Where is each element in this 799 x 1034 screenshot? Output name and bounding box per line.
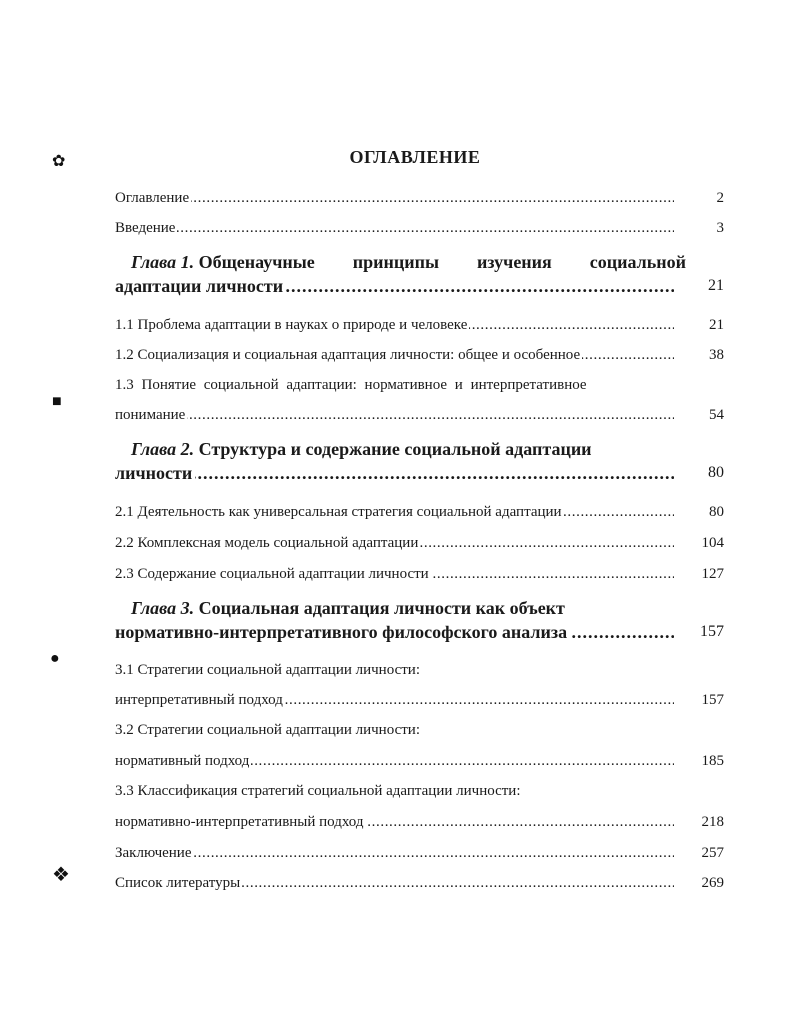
chapter-prefix: Глава 1.	[131, 252, 195, 272]
toc-entry-label: нормативный подход	[115, 753, 250, 769]
toc-entry-label: 1.1 Проблема адаптации в науках о природе и человеке	[115, 317, 468, 333]
chapter-heading-line	[131, 249, 686, 275]
chapter-title-cont: адаптации личности	[115, 273, 286, 299]
toc-entry[interactable]	[115, 843, 724, 863]
toc-entry-label: Оглавление	[115, 190, 190, 206]
chapter-title-cont: личности	[115, 460, 195, 486]
toc-entry[interactable]	[115, 218, 724, 238]
toc-entry-label: 2.3 Содержание социальной адаптации личности	[115, 566, 429, 582]
toc-entry[interactable]	[115, 751, 724, 771]
margin-mark-icon: ✿	[52, 153, 66, 170]
toc-entry[interactable]	[115, 690, 724, 710]
toc-entry[interactable]	[115, 533, 724, 553]
toc-entry[interactable]	[115, 812, 724, 832]
toc-entry-label: интерпретативный подход	[115, 692, 283, 708]
chapter-word: Общенаучные	[198, 252, 315, 272]
toc-entry-label: Введение	[115, 220, 176, 236]
toc-entry-page: 127	[701, 566, 724, 582]
toc-entry-label: нормативно-интерпретативный подход	[115, 814, 364, 830]
toc-entry-label-line1: 3.2 Стратегии социальной адаптации личности:	[115, 722, 420, 738]
chapter-word: изучения	[476, 252, 552, 272]
chapter-title: Структура и содержание социальной адаптации	[198, 439, 592, 459]
toc-entry-label-line1: 3.3 Классификация стратегий социальной адаптации личности:	[115, 783, 521, 799]
toc-entry-label: 2.1 Деятельность как универсальная стратегия социальной адаптации	[115, 504, 562, 520]
toc-entry[interactable]	[115, 345, 724, 365]
chapter-prefix: Глава 2.	[131, 439, 195, 459]
chapter-prefix: Глава 3.	[131, 598, 195, 618]
chapter-page: 157	[700, 623, 724, 640]
toc-entry[interactable]	[115, 873, 724, 893]
toc-entry-label: Список литературы	[115, 875, 241, 891]
toc-entry-page: 38	[709, 347, 724, 363]
toc-entry-label-line1: 3.1 Стратегии социальной адаптации личности:	[115, 662, 420, 678]
toc-entry-page: 218	[701, 814, 724, 830]
toc-entry-page: 2	[716, 190, 724, 206]
toc-entry-page: 3	[716, 220, 724, 236]
margin-mark-icon: ❖	[52, 864, 70, 886]
dot-leader	[115, 843, 674, 863]
toc-entry-label: понимание	[115, 407, 186, 423]
toc-entry-page: 21	[709, 317, 724, 333]
chapter-title: Социальная адаптация личности как объект	[198, 598, 565, 618]
chapter-page: 80	[708, 464, 724, 481]
toc-entry-page: 104	[701, 535, 724, 551]
toc-entry-label: Заключение	[115, 845, 192, 861]
toc-entry-label: 1.2 Социализация и социальная адаптация личности: общее и особенное	[115, 347, 581, 363]
toc-entry-page: 257	[701, 845, 724, 861]
chapter-title-cont: нормативно-интерпретативного философского анализа	[115, 619, 570, 645]
toc-entry-page: 80	[709, 504, 724, 520]
toc-entry[interactable]	[115, 564, 724, 584]
toc-entry[interactable]	[115, 405, 724, 425]
chapter-word: принципы	[352, 252, 440, 272]
toc-entry[interactable]	[115, 502, 724, 522]
dot-leader	[115, 460, 674, 486]
margin-mark-icon: ■	[52, 393, 62, 410]
toc-entry-label-line1: 1.3 Понятие социальной адаптации: нормативное и интерпретативное	[115, 377, 587, 393]
chapter-heading-line	[131, 436, 592, 462]
toc-entry-label: 2.2 Комплексная модель социальной адаптации	[115, 535, 419, 551]
dot-leader	[115, 218, 674, 238]
toc-entry[interactable]	[115, 315, 724, 335]
dot-leader	[115, 405, 674, 425]
toc-entry-page: 185	[701, 753, 724, 769]
page-title: ОГЛАВЛЕНИЕ	[349, 147, 481, 167]
dot-leader	[115, 188, 674, 208]
chapter-word: социальной	[589, 252, 686, 272]
chapter-page: 21	[708, 277, 724, 294]
toc-entry[interactable]	[115, 188, 724, 208]
toc-entry-page: 269	[701, 875, 724, 891]
toc-entry-page: 54	[709, 407, 724, 423]
toc-entry-page: 157	[701, 692, 724, 708]
margin-mark-icon: ●	[50, 650, 60, 667]
chapter-heading-line	[131, 595, 565, 621]
